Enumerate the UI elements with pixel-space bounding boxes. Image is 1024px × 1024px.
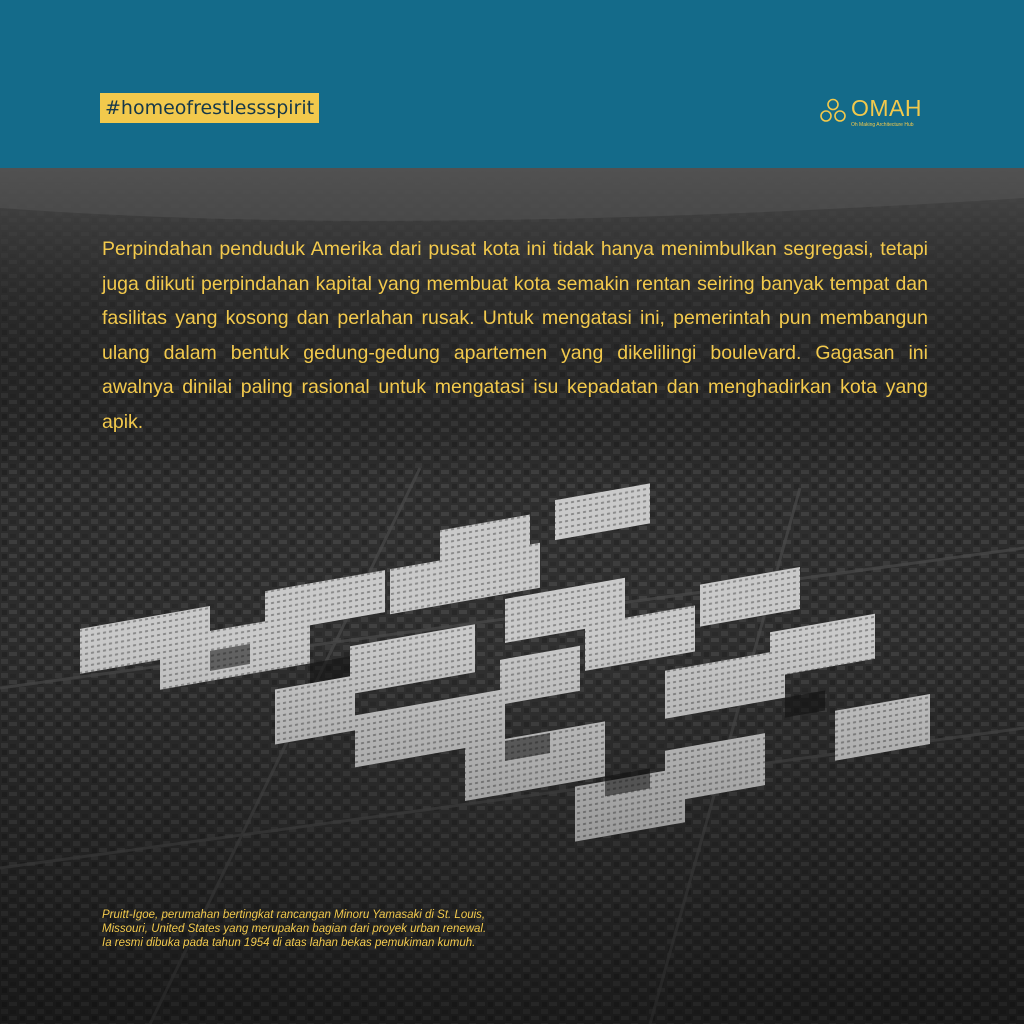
caption-line: Missouri, United States yang merupakan bagian dari proyek urban renewal. bbox=[102, 923, 487, 935]
omah-logo bbox=[818, 94, 933, 134]
header-banner bbox=[0, 0, 1024, 168]
logo-mark-icon bbox=[818, 98, 848, 124]
caption-line: Ia resmi dibuka pada tahun 1954 di atas lahan bekas pemukiman kumuh. bbox=[102, 937, 476, 949]
brand-name: OMAH bbox=[851, 95, 922, 121]
brand-tagline: Oh Making Architecture Hub bbox=[851, 122, 914, 128]
hashtag-label: #homeofrestlessspirit bbox=[100, 93, 319, 123]
caption-line: Pruitt-Igoe, perumahan bertingkat rancangan Minoru Yamasaki di St. Louis, bbox=[102, 909, 486, 921]
body-paragraph: Perpindahan penduduk Amerika dari pusat kota ini tidak hanya menimbulkan segregasi, tetapi juga diikuti perpindahan kapital yang membuat kota semakin rentan seiring banyak tempat dan fasilitas yang kosong dan perlahan rusak. Untuk mengatasi ini, pemerintah pun membangun ulang dalam bentuk gedung-gedung apartemen yang dikelilingi boulevard. Gagasan ini awalnya dinilai paling rasional untuk mengatasi isu kepadatan dan menghadirkan kota yang apik. bbox=[102, 238, 928, 433]
photo-caption bbox=[102, 908, 622, 950]
